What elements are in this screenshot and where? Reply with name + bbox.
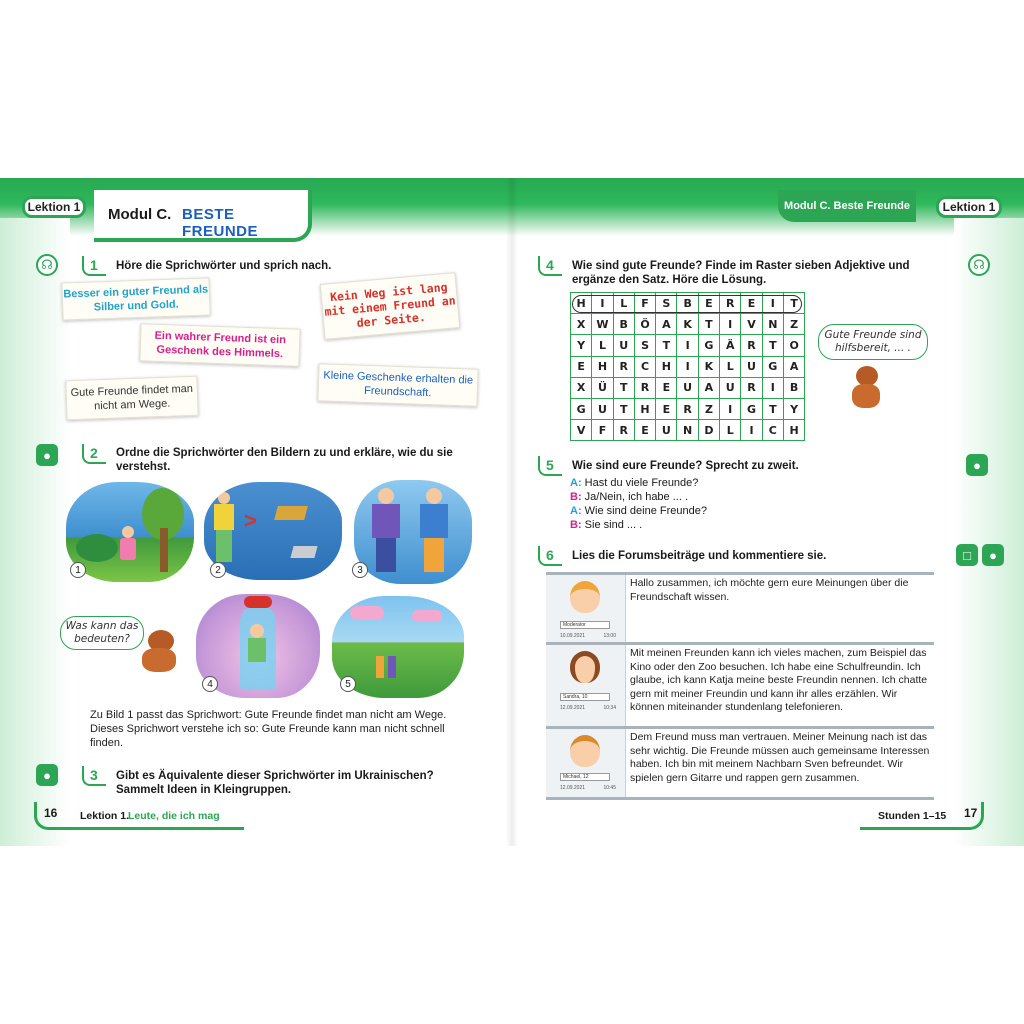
grid-cell: F <box>634 293 655 314</box>
grid-cell: N <box>762 314 783 335</box>
grid-cell: E <box>698 293 719 314</box>
proverb-card-2: Kein Weg ist lang mit einem Freund an der Seite. <box>320 272 460 340</box>
forum-date: 12.09.2021 <box>560 785 586 791</box>
grid-cell: Ü <box>592 377 613 398</box>
picture-number-3: 3 <box>352 562 368 578</box>
grid-cell: I <box>762 293 783 314</box>
grid-cell: R <box>634 377 655 398</box>
forum-time: 10:45 <box>603 785 616 791</box>
grid-cell: T <box>613 377 634 398</box>
proverb-card-5: Gute Freunde findet man nicht am Wege. <box>65 376 198 421</box>
lektion-tag-right: Lektion 1 <box>936 196 1002 218</box>
grid-cell: I <box>592 293 613 314</box>
grid-cell: U <box>741 356 762 377</box>
task-number-6: 6 <box>538 546 562 566</box>
grid-cell: F <box>592 420 613 441</box>
grid-cell: R <box>741 377 762 398</box>
proverb-card-1: Besser ein guter Freund als Silber und Gold. <box>61 277 210 320</box>
grid-cell: R <box>613 420 634 441</box>
grid-cell: K <box>677 314 698 335</box>
right-margin-shade <box>954 218 1024 846</box>
grid-cell: T <box>762 398 783 419</box>
book-icon: □ <box>956 544 978 566</box>
grid-cell: H <box>783 420 804 441</box>
grid-cell: S <box>634 335 655 356</box>
grid-cell: S <box>656 293 677 314</box>
modul-title: BESTE FREUNDE <box>182 206 259 240</box>
dog-illustration-right <box>848 366 886 412</box>
group-work-icon: ● <box>36 764 58 786</box>
headphones-icon-right: ☊ <box>968 254 990 276</box>
grid-cell: H <box>634 398 655 419</box>
grid-cell: I <box>677 356 698 377</box>
page-gutter <box>506 178 518 846</box>
grid-cell: O <box>783 335 804 356</box>
speaker-a: A: <box>570 505 582 517</box>
dialogue-line-1 <box>570 476 698 490</box>
forum-username: Michael, 12 <box>560 773 610 781</box>
grid-row <box>571 398 805 419</box>
grid-cell: U <box>656 420 677 441</box>
grid-cell: A <box>783 356 804 377</box>
proverb-card-4: Kleine Geschenke erhalten die Freundschaft. <box>317 363 478 407</box>
forum-time: 13:00 <box>603 633 616 639</box>
forum-posts <box>546 572 934 800</box>
forum-date: 10.09.2021 <box>560 633 586 639</box>
grid-cell: A <box>656 314 677 335</box>
forum-timestamp <box>560 705 616 711</box>
grid-cell: E <box>634 420 655 441</box>
word-search-grid <box>570 292 805 441</box>
grid-cell: H <box>592 356 613 377</box>
grid-cell: W <box>592 314 613 335</box>
grid-cell: Ä <box>720 335 741 356</box>
grid-cell: R <box>741 335 762 356</box>
grid-cell: B <box>613 314 634 335</box>
left-margin-shade <box>0 218 70 846</box>
dialogue-line-3 <box>570 504 707 518</box>
grid-cell: L <box>720 356 741 377</box>
grid-cell: E <box>741 293 762 314</box>
grid-cell: T <box>698 314 719 335</box>
footer-lesson-title: Leute, die ich mag <box>128 810 220 822</box>
grid-cell: B <box>783 377 804 398</box>
grid-cell: L <box>613 293 634 314</box>
grid-cell: L <box>720 420 741 441</box>
forum-post-1 <box>546 572 934 642</box>
dialogue-text: Ja/Nein, ich habe ... . <box>584 491 689 503</box>
picture-number-1: 1 <box>70 562 86 578</box>
task-number-4: 4 <box>538 256 562 276</box>
dog-illustration-left <box>136 626 184 678</box>
task1-instruction: Höre die Sprichwörter und sprich nach. <box>116 260 332 272</box>
forum-profile-2 <box>546 645 626 726</box>
modul-tag-right: Modul C. Beste Freunde <box>778 190 916 222</box>
speaker-b: B: <box>570 491 582 503</box>
forum-post-2 <box>546 642 934 726</box>
grid-cell: I <box>762 377 783 398</box>
grid-cell: I <box>741 420 762 441</box>
forum-username: Sandra, 10 <box>560 693 610 701</box>
avatar-moderator <box>570 581 600 613</box>
avatar-sandra <box>570 651 600 683</box>
picture-number-5: 5 <box>340 676 356 692</box>
grid-cell: R <box>677 398 698 419</box>
grid-cell: R <box>613 356 634 377</box>
forum-date: 12.09.2021 <box>560 705 586 711</box>
grid-cell: E <box>656 398 677 419</box>
picture-number-4: 4 <box>202 676 218 692</box>
grid-cell: H <box>656 356 677 377</box>
footer-hours: Stunden 1–15 <box>878 810 947 822</box>
grid-cell: I <box>720 398 741 419</box>
picture-3 <box>354 480 472 584</box>
grid-cell: G <box>571 398 592 419</box>
page-number-right: 17 <box>964 806 978 820</box>
dialogue-text: Wie sind deine Freunde? <box>584 505 707 517</box>
grid-cell: E <box>656 377 677 398</box>
grid-cell: G <box>762 356 783 377</box>
grid-cell: Z <box>783 314 804 335</box>
grid-cell: U <box>613 335 634 356</box>
grid-cell: U <box>592 398 613 419</box>
grid-cell: G <box>698 335 719 356</box>
task-number-5: 5 <box>538 456 562 476</box>
grid-cell: Ö <box>634 314 655 335</box>
pair-work-icon-right: ● <box>966 454 988 476</box>
task-number-3: 3 <box>82 766 106 786</box>
proverb-card-3: Ein wahrer Freund ist ein Geschenk des Himmels. <box>139 323 300 367</box>
grid-cell: B <box>677 293 698 314</box>
textbook-spread <box>0 178 1024 846</box>
headphones-icon: ☊ <box>36 254 58 276</box>
grid-cell: V <box>571 420 592 441</box>
dialogue-text: Hast du viele Freunde? <box>584 477 699 489</box>
grid-cell: T <box>613 398 634 419</box>
task-number-2: 2 <box>82 444 106 464</box>
forum-timestamp <box>560 785 616 791</box>
grid-cell: Y <box>783 398 804 419</box>
dialogue-line-2 <box>570 490 688 504</box>
grid-cell: Y <box>571 335 592 356</box>
grid-cell: X <box>571 314 592 335</box>
forum-post-text: Hallo zusammen, ich möchte gern eure Meinungen über die Freundschaft wissen. <box>630 577 909 603</box>
dialogue-text: Sie sind ... . <box>584 519 643 531</box>
grid-cell: R <box>720 293 741 314</box>
grid-highlight-hilfsbereit <box>572 295 802 313</box>
grid-cell: T <box>783 293 804 314</box>
task3-instruction: Gibt es Äquivalente dieser Sprichwörter im Ukrainischen? Sammelt Ideen in Kleingruppen. <box>116 770 434 796</box>
pair-work-icon-task6: ● <box>982 544 1004 566</box>
forum-post-text: Dem Freund muss man vertrauen. Meiner Meinung nach ist das sehr wichtig. Die Freunde müssen auch gemeinsame Interessen haben. Ich bin mit meinem Nachbarn Sven befreundet. Wir spielen gern Gitarre und rappen gern zusammen. <box>630 731 930 784</box>
grid-row <box>571 314 805 335</box>
forum-profile-3 <box>546 729 626 797</box>
avatar-michael <box>570 735 600 767</box>
picture-number-2: 2 <box>210 562 226 578</box>
grid-cell: Z <box>698 398 719 419</box>
dog-speech-bubble-left: Was kann das bedeuten? <box>60 616 144 650</box>
lektion-tag-left: Lektion 1 <box>22 196 86 218</box>
grid-cell: H <box>571 293 592 314</box>
forum-timestamp <box>560 633 616 639</box>
grid-cell: K <box>698 356 719 377</box>
grid-row <box>571 356 805 377</box>
grid-row <box>571 377 805 398</box>
grid-cell: I <box>677 335 698 356</box>
task6-instruction: Lies die Forumsbeiträge und kommentiere sie. <box>572 550 827 562</box>
grid-cell: C <box>634 356 655 377</box>
forum-post-text: Mit meinen Freunden kann ich vieles machen, zum Beispiel das Kino oder den Zoo besuchen. Ich habe eine Schulfreundin. Ich glaube, ich kann Katja meine beste Freundin nennen. Ich chatte gern mit meiner Freundin und kann ihr alles erzählen. Wir können miteinander stundenlang telefonieren. <box>630 647 928 713</box>
task4-instruction: Wie sind gute Freunde? Finde im Raster sieben Adjektive und ergänze den Satz. Höre die Lösung. <box>572 260 910 286</box>
grid-cell: V <box>741 314 762 335</box>
grid-row <box>571 335 805 356</box>
grid-row <box>571 420 805 441</box>
task5-instruction: Wie sind eure Freunde? Sprecht zu zweit. <box>572 460 799 472</box>
modul-label: Modul C. <box>108 206 172 223</box>
grid-cell: U <box>720 377 741 398</box>
grid-cell: I <box>720 314 741 335</box>
pair-work-icon: ● <box>36 444 58 466</box>
forum-username: Moderator <box>560 621 610 629</box>
task-number-1: 1 <box>82 256 106 276</box>
forum-post-3 <box>546 726 934 800</box>
grid-cell: X <box>571 377 592 398</box>
task2-example-text: Zu Bild 1 passt das Sprichwort: Gute Freunde findet man nicht am Wege. Dieses Sprichwort verstehe ich so: Gute Freunde kann man nicht schnell finden. <box>90 709 447 749</box>
grid-cell: U <box>677 377 698 398</box>
grid-cell: G <box>741 398 762 419</box>
dialogue-line-4 <box>570 518 642 532</box>
grid-cell: D <box>698 420 719 441</box>
modul-title-box <box>94 190 312 242</box>
speaker-b: B: <box>570 519 582 531</box>
grid-cell: E <box>571 356 592 377</box>
grid-cell: L <box>592 335 613 356</box>
speaker-a: A: <box>570 477 582 489</box>
grid-cell: T <box>656 335 677 356</box>
grid-cell: N <box>677 420 698 441</box>
forum-time: 10:34 <box>603 705 616 711</box>
footer-lesson-label: Lektion 1. <box>80 810 130 822</box>
task2-instruction: Ordne die Sprichwörter den Bildern zu und erkläre, wie du sie verstehst. <box>116 447 453 473</box>
grid-cell: T <box>762 335 783 356</box>
grid-cell: A <box>698 377 719 398</box>
forum-profile-1 <box>546 575 626 642</box>
grid-cell: C <box>762 420 783 441</box>
dog-speech-bubble-right: Gute Freunde sind hilfsbereit, ... . <box>818 324 928 360</box>
page-number-left: 16 <box>44 806 58 820</box>
picture-2: > <box>204 482 342 580</box>
